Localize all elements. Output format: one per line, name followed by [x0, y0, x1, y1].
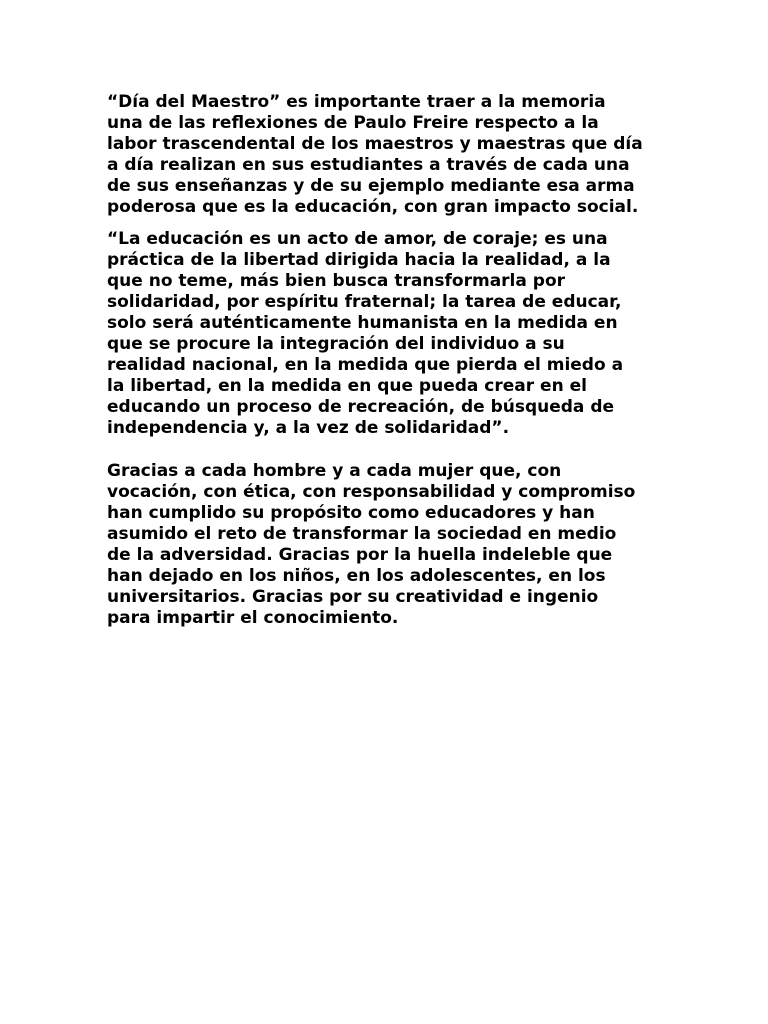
text-line: práctica de la libertad dirigida hacia la realidad, a la — [107, 249, 611, 270]
text-line: solo será auténticamente humanista en la medida en — [107, 312, 618, 333]
text-line: han dejado en los niños, en los adolescentes, en los — [107, 565, 606, 586]
text-line: educando un proceso de recreación, de búsqueda de — [107, 397, 615, 418]
text-line: han cumplido su propósito como educadores y han — [107, 502, 595, 523]
paragraph-quote — [107, 229, 667, 440]
text-line: Gracias a cada hombre y a cada mujer que, con — [107, 460, 562, 481]
text-line: universitarios. Gracias por su creatividad e ingenio — [107, 587, 599, 608]
text-line: poderosa que es la educación, con gran impacto social. — [107, 197, 639, 218]
text-line: a día realizan en sus estudiantes a través de cada una — [107, 155, 630, 176]
text-line: de la adversidad. Gracias por la huella indeleble que — [107, 544, 613, 565]
text-line: “Día del Maestro” es importante traer a la memoria — [107, 92, 606, 112]
text-line: para impartir el conocimiento. — [107, 608, 399, 629]
text-line: que no teme, más bien busca transformarla por — [107, 270, 566, 291]
text-line: la libertad, en la medida en que pueda crear en el — [107, 376, 587, 397]
document-page — [107, 92, 667, 629]
text-line: vocación, con ética, con responsabilidad y compromiso — [107, 481, 636, 502]
paragraph-intro — [107, 92, 667, 219]
text-line: “La educación es un acto de amor, de coraje; es una — [107, 228, 608, 249]
text-line: labor trascendental de los maestros y maestras que día — [107, 134, 643, 155]
text-line: realidad nacional, en la medida que pierda el miedo a — [107, 355, 624, 376]
text-line: una de las reflexiones de Paulo Freire respecto a la — [107, 113, 599, 134]
text-line: solidaridad, por espíritu fraternal; la tarea de educar, — [107, 291, 622, 312]
text-line: asumido el reto de transformar la sociedad en medio — [107, 523, 617, 544]
text-line: independencia y, a la vez de solidaridad”. — [107, 418, 510, 439]
paragraph-thanks — [107, 461, 667, 630]
text-line: que se procure la integración del individuo a su — [107, 334, 565, 355]
text-line: de sus enseñanzas y de su ejemplo mediante esa arma — [107, 176, 635, 197]
